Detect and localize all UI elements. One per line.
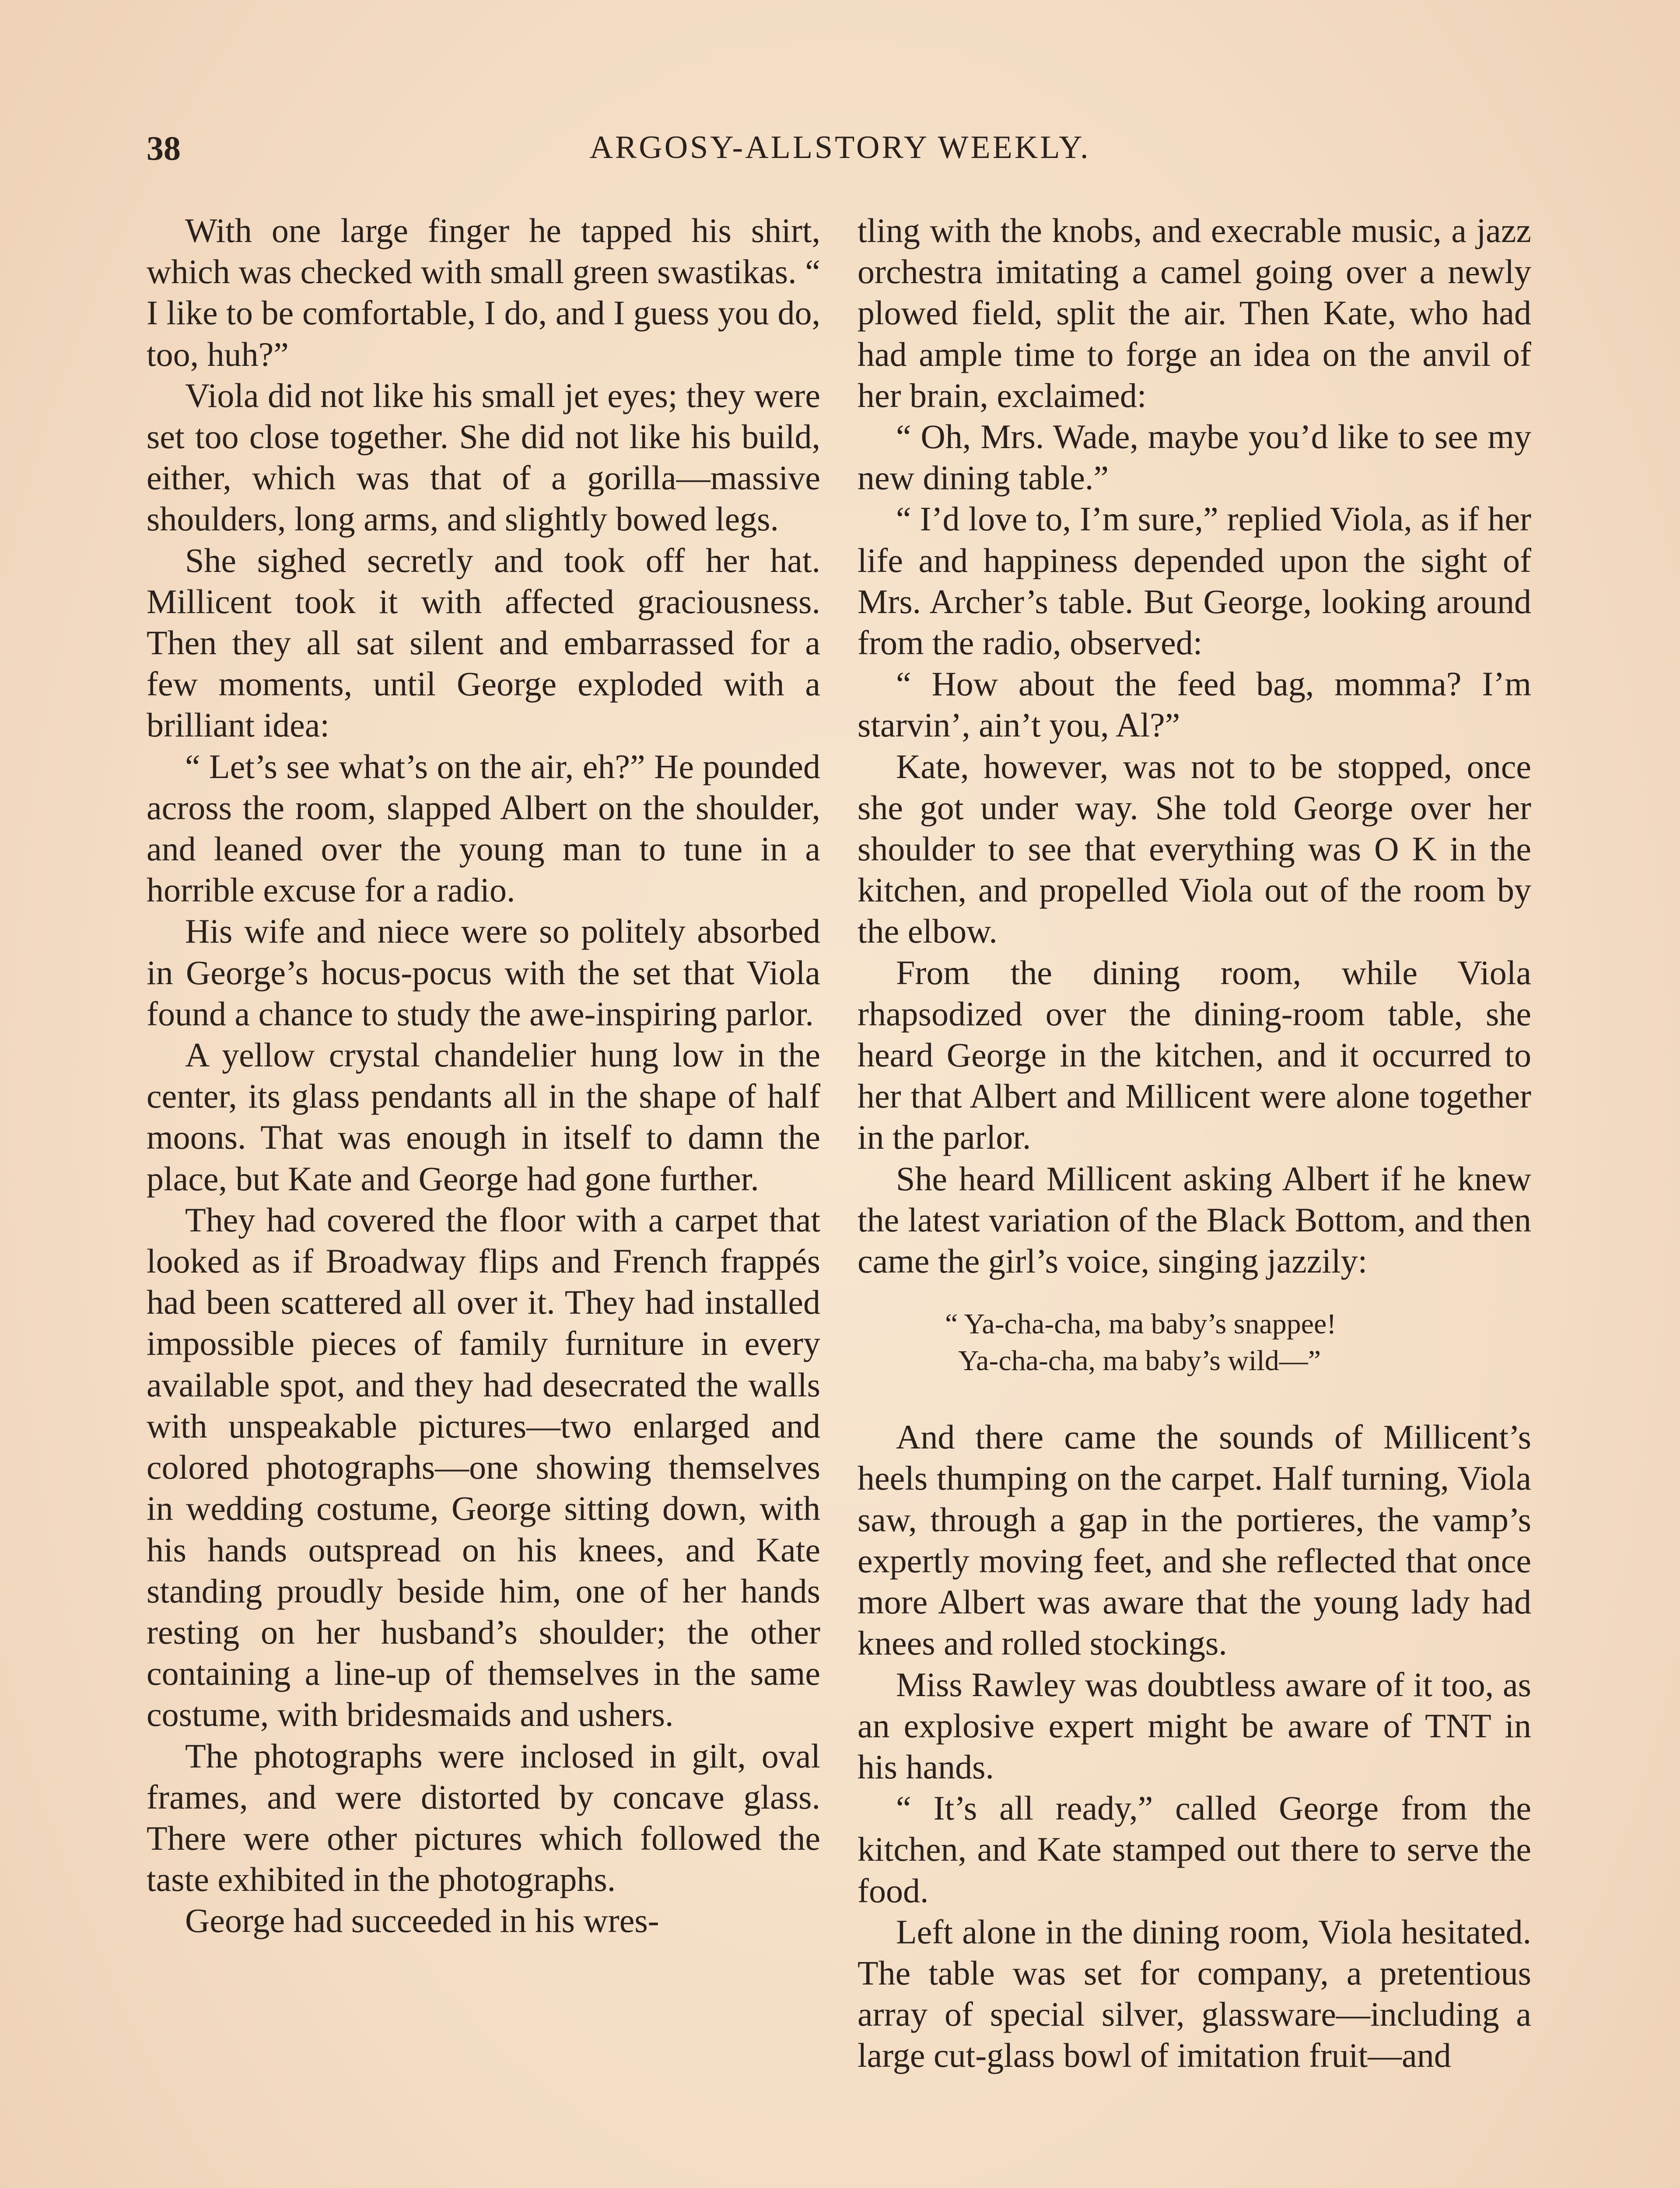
running-head: ARGOSY-ALLSTORY WEEKLY. xyxy=(589,130,1091,165)
verse-line: Ya-cha-cha, ma baby’s wild—” xyxy=(958,1345,1321,1377)
page-number: 38 xyxy=(147,129,181,167)
verse-line: “ Ya-cha-cha, ma baby’s snappee! xyxy=(945,1308,1337,1340)
paragraph: “ I’d love to, I’m sure,” replied Viola, as if her life and happiness depended upon the sight of Mrs. Archer’s table. But George, looking around from the radio, observed: xyxy=(858,500,1531,662)
paragraph: Viola did not like his small jet eyes; they were set too close together. She did not like his build, either, which was that of a gorilla—massive shoulders, long arms, and slightly bowed legs. xyxy=(147,376,820,538)
left-column xyxy=(147,210,820,1942)
paragraph: A yellow crystal chandelier hung low in the center, its glass pendants all in the shape of half moons. That was enough in itself to damn the place, but Kate and George had gone further. xyxy=(147,1036,820,1198)
paragraph: They had covered the floor with a carpet that looked as if Broadway flips and French frappés had been scattered all over it. They had installed impossible pieces of family furniture in every available spot, and they had desecrated the walls with unspeakable pictures—two enlarged and colored photographs—one showing themselves in wedding costume, George sitting down, with his hands outspread on his knees, and Kate standing proudly beside him, one of her hands resting on her husband’s shoulder; the other containing a line-up of themselves in the same costume, with bridesmaids and ushers. xyxy=(147,1200,820,1734)
paragraph: And there came the sounds of Millicent’s heels thumping on the carpet. Half turning, Viola saw, through a gap in the portieres, the vamp’s expertly moving feet, and she reflected that once more Albert was aware that the young lady had knees and rolled stockings. xyxy=(858,1418,1531,1662)
page-header xyxy=(147,131,1533,179)
paragraph-continuation: tling with the knobs, and execrable music, a jazz orchestra imitating a camel going over a newly plowed field, split the air. Then Kate, who had had ample time to forge an idea on the anvil of her brain, exclaimed: xyxy=(858,211,1531,414)
paragraph: Kate, however, was not to be stopped, once she got under way. She told George over her shoulder to see that everything was O K in the kitchen, and propelled Viola out of the room by the elbow. xyxy=(858,747,1531,950)
paragraph: The photographs were inclosed in gilt, oval frames, and were distorted by concave glass. There were other pictures which followed the taste exhibited in the photographs. xyxy=(147,1736,820,1899)
song-verse xyxy=(858,1306,1531,1379)
right-column xyxy=(858,210,1531,2076)
paragraph: From the dining room, while Viola rhapsodized over the dining-room table, she heard George in the kitchen, and it occurred to her that Albert and Millicent were alone together in the parlor. xyxy=(858,953,1531,1157)
paragraph: Left alone in the dining room, Viola hesitated. The table was set for company, a pretentious array of special silver, glassware—including a large cut-glass bowl of imitation fruit—and xyxy=(858,1912,1531,2075)
paragraph: George had succeeded in his wres- xyxy=(185,1901,659,1940)
paragraph: She heard Millicent asking Albert if he knew the latest variation of the Black Bottom, and then came the girl’s voice, singing jazzily: xyxy=(858,1159,1531,1280)
paragraph: With one large finger he tapped his shirt, which was checked with small green swastikas. “ I like to be comfortable, I do, and I guess you do, too, huh?” xyxy=(147,211,820,373)
paragraph: His wife and niece were so politely absorbed in George’s hocus-pocus with the set that Viola found a chance to study the awe-inspiring parlor. xyxy=(147,912,820,1033)
paragraph: “ Let’s see what’s on the air, eh?” He pounded across the room, slapped Albert on the shoulder, and leaned over the young man to tune in a horrible excuse for a radio. xyxy=(147,747,820,909)
paragraph: “ How about the feed bag, momma? I’m starvin’, ain’t you, Al?” xyxy=(858,665,1531,744)
paragraph: “ Oh, Mrs. Wade, maybe you’d like to see my new dining table.” xyxy=(858,417,1531,497)
paragraph: Miss Rawley was doubtless aware of it too, as an explosive expert might be aware of TNT in his hands. xyxy=(858,1665,1531,1786)
paragraph: “ It’s all ready,” called George from the kitchen, and Kate stamped out there to serve the food. xyxy=(858,1789,1531,1910)
paragraph: She sighed secretly and took off her hat. Millicent took it with affected graciousness. Then they all sat silent and embarrassed for a few moments, until George exploded with a brilliant idea: xyxy=(147,541,820,744)
